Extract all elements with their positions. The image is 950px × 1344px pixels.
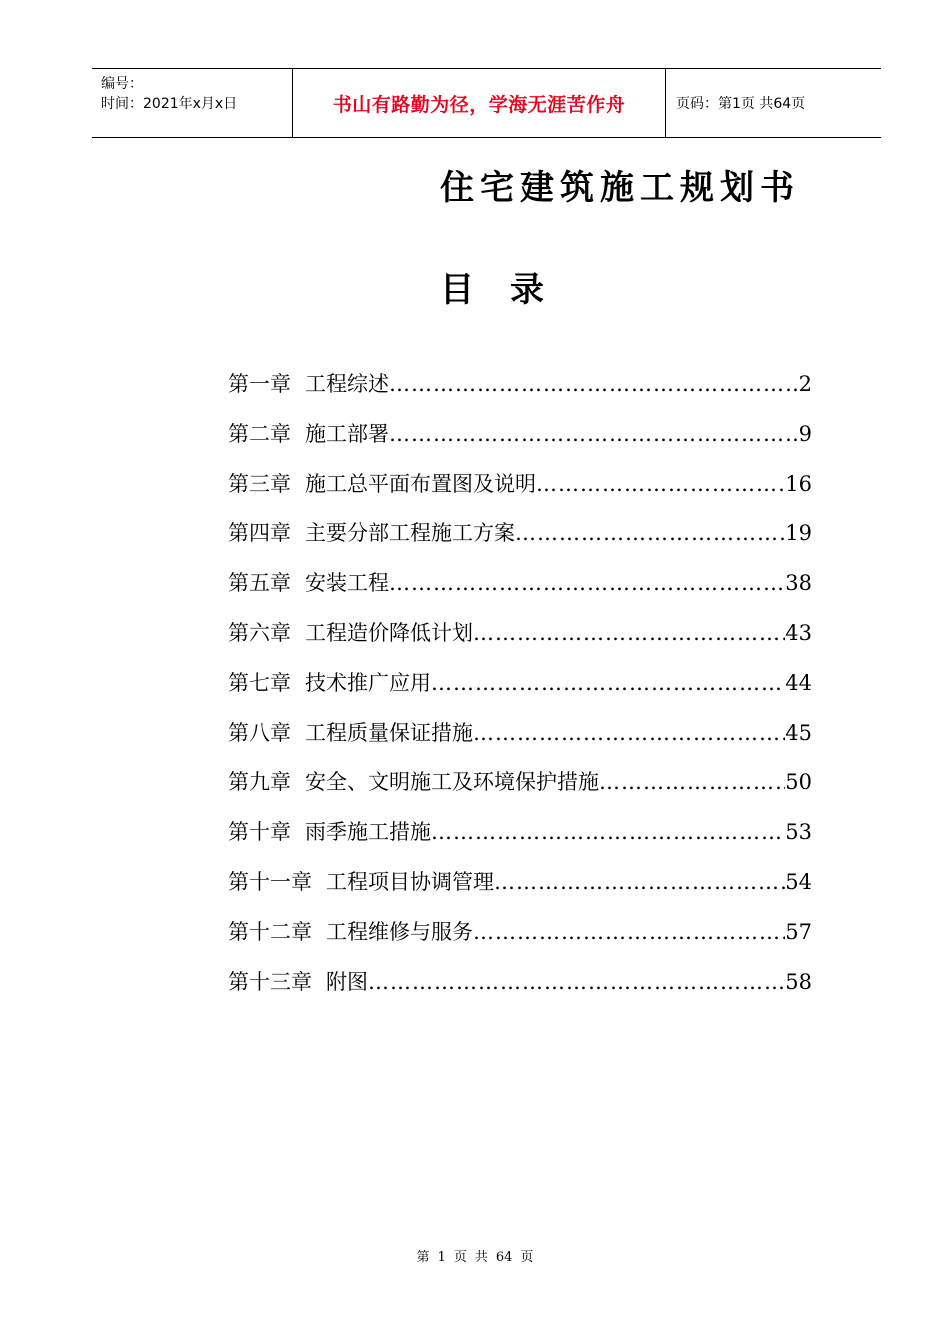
toc-entry[interactable] xyxy=(228,860,812,910)
toc-chapter: 第九章 xyxy=(228,770,291,795)
toc-page: 45 xyxy=(785,720,812,745)
page-footer xyxy=(0,1246,950,1265)
toc-name: 附图 xyxy=(326,969,368,994)
toc-entry[interactable] xyxy=(228,760,812,810)
toc-chapter: 第十章 xyxy=(228,820,291,845)
toc-name: 工程综述 xyxy=(305,372,389,396)
toc-leader xyxy=(473,711,785,755)
toc-chapter: 第七章 xyxy=(228,670,291,695)
toc-entry[interactable] xyxy=(228,711,812,761)
toc-chapter: 第一章 xyxy=(228,372,291,396)
toc-name: 主要分部工程施工方案 xyxy=(305,521,515,546)
toc-page: 38 xyxy=(785,571,812,596)
toc-leader xyxy=(473,611,785,655)
page-info: 页码：第1页 共64页 xyxy=(676,96,806,112)
toc-leader xyxy=(599,760,785,804)
toc-chapter: 第六章 xyxy=(228,620,291,645)
toc-name: 施工总平面布置图及说明 xyxy=(305,471,536,496)
footer-ye: 页 xyxy=(453,1250,467,1265)
header-meta-cell xyxy=(92,69,293,137)
document-title: 住宅建筑施工规划书 xyxy=(440,168,800,208)
table-of-contents xyxy=(228,362,812,1009)
toc-page: 43 xyxy=(785,620,812,645)
footer-di: 第 xyxy=(416,1250,430,1265)
toc-chapter: 第十一章 xyxy=(228,869,312,894)
toc-page: 58 xyxy=(785,969,812,994)
footer-page-number: 1 xyxy=(437,1250,446,1265)
toc-page: 54 xyxy=(785,869,812,894)
toc-leader xyxy=(494,860,785,904)
toc-chapter: 第八章 xyxy=(228,720,291,745)
toc-entry[interactable] xyxy=(228,661,812,711)
toc-page: 2 xyxy=(798,372,812,396)
toc-leader xyxy=(536,462,785,506)
toc-chapter: 第十三章 xyxy=(228,969,312,994)
toc-name: 雨季施工措施 xyxy=(305,820,431,845)
toc-leader xyxy=(431,661,785,705)
toc-entry[interactable] xyxy=(228,462,812,512)
toc-chapter: 第三章 xyxy=(228,471,291,496)
toc-name: 安全、文明施工及环境保护措施 xyxy=(305,770,599,795)
toc-name: 工程维修与服务 xyxy=(326,919,473,944)
footer-total-pages: 64 xyxy=(495,1250,513,1265)
toc-name: 工程质量保证措施 xyxy=(305,720,473,745)
toc-leader xyxy=(515,511,785,555)
toc-entry[interactable] xyxy=(228,412,812,462)
toc-chapter: 第四章 xyxy=(228,521,291,546)
toc-name: 安装工程 xyxy=(305,571,389,596)
toc-page: 50 xyxy=(785,770,812,795)
toc-page: 53 xyxy=(785,820,812,845)
toc-entry[interactable] xyxy=(228,910,812,960)
footer-ye2: 页 xyxy=(520,1250,534,1265)
toc-chapter: 第五章 xyxy=(228,571,291,596)
toc-leader xyxy=(389,561,785,605)
toc-page: 16 xyxy=(785,471,812,496)
toc-leader xyxy=(368,960,785,1004)
toc-page: 44 xyxy=(785,670,812,695)
toc-entry[interactable] xyxy=(228,561,812,611)
toc-leader xyxy=(431,810,785,854)
toc-entry[interactable] xyxy=(228,362,812,412)
motto-text: 书山有路勤为径，学海无涯苦作舟 xyxy=(332,93,626,116)
toc-entry[interactable] xyxy=(228,960,812,1010)
number-label: 编号： xyxy=(101,76,143,92)
toc-leader xyxy=(389,412,799,456)
toc-name: 技术推广应用 xyxy=(305,670,431,695)
toc-entry[interactable] xyxy=(228,611,812,661)
toc-leader xyxy=(389,362,799,406)
header-motto-cell xyxy=(293,69,666,137)
toc-name: 工程项目协调管理 xyxy=(326,869,494,894)
footer-gong: 共 xyxy=(474,1250,488,1265)
toc-entry[interactable] xyxy=(228,511,812,561)
document-header xyxy=(92,68,881,138)
toc-page: 9 xyxy=(798,421,812,446)
time-label: 时间：2021年x月x日 xyxy=(101,96,238,112)
toc-entry[interactable] xyxy=(228,810,812,860)
toc-leader xyxy=(473,910,785,954)
toc-page: 19 xyxy=(785,521,812,546)
toc-heading: 目录 xyxy=(440,270,580,310)
toc-chapter: 第二章 xyxy=(228,421,291,446)
toc-name: 工程造价降低计划 xyxy=(305,620,473,645)
toc-name: 施工部署 xyxy=(305,421,389,446)
toc-chapter: 第十二章 xyxy=(228,919,312,944)
toc-page: 57 xyxy=(785,919,812,944)
header-page-cell xyxy=(666,69,881,137)
